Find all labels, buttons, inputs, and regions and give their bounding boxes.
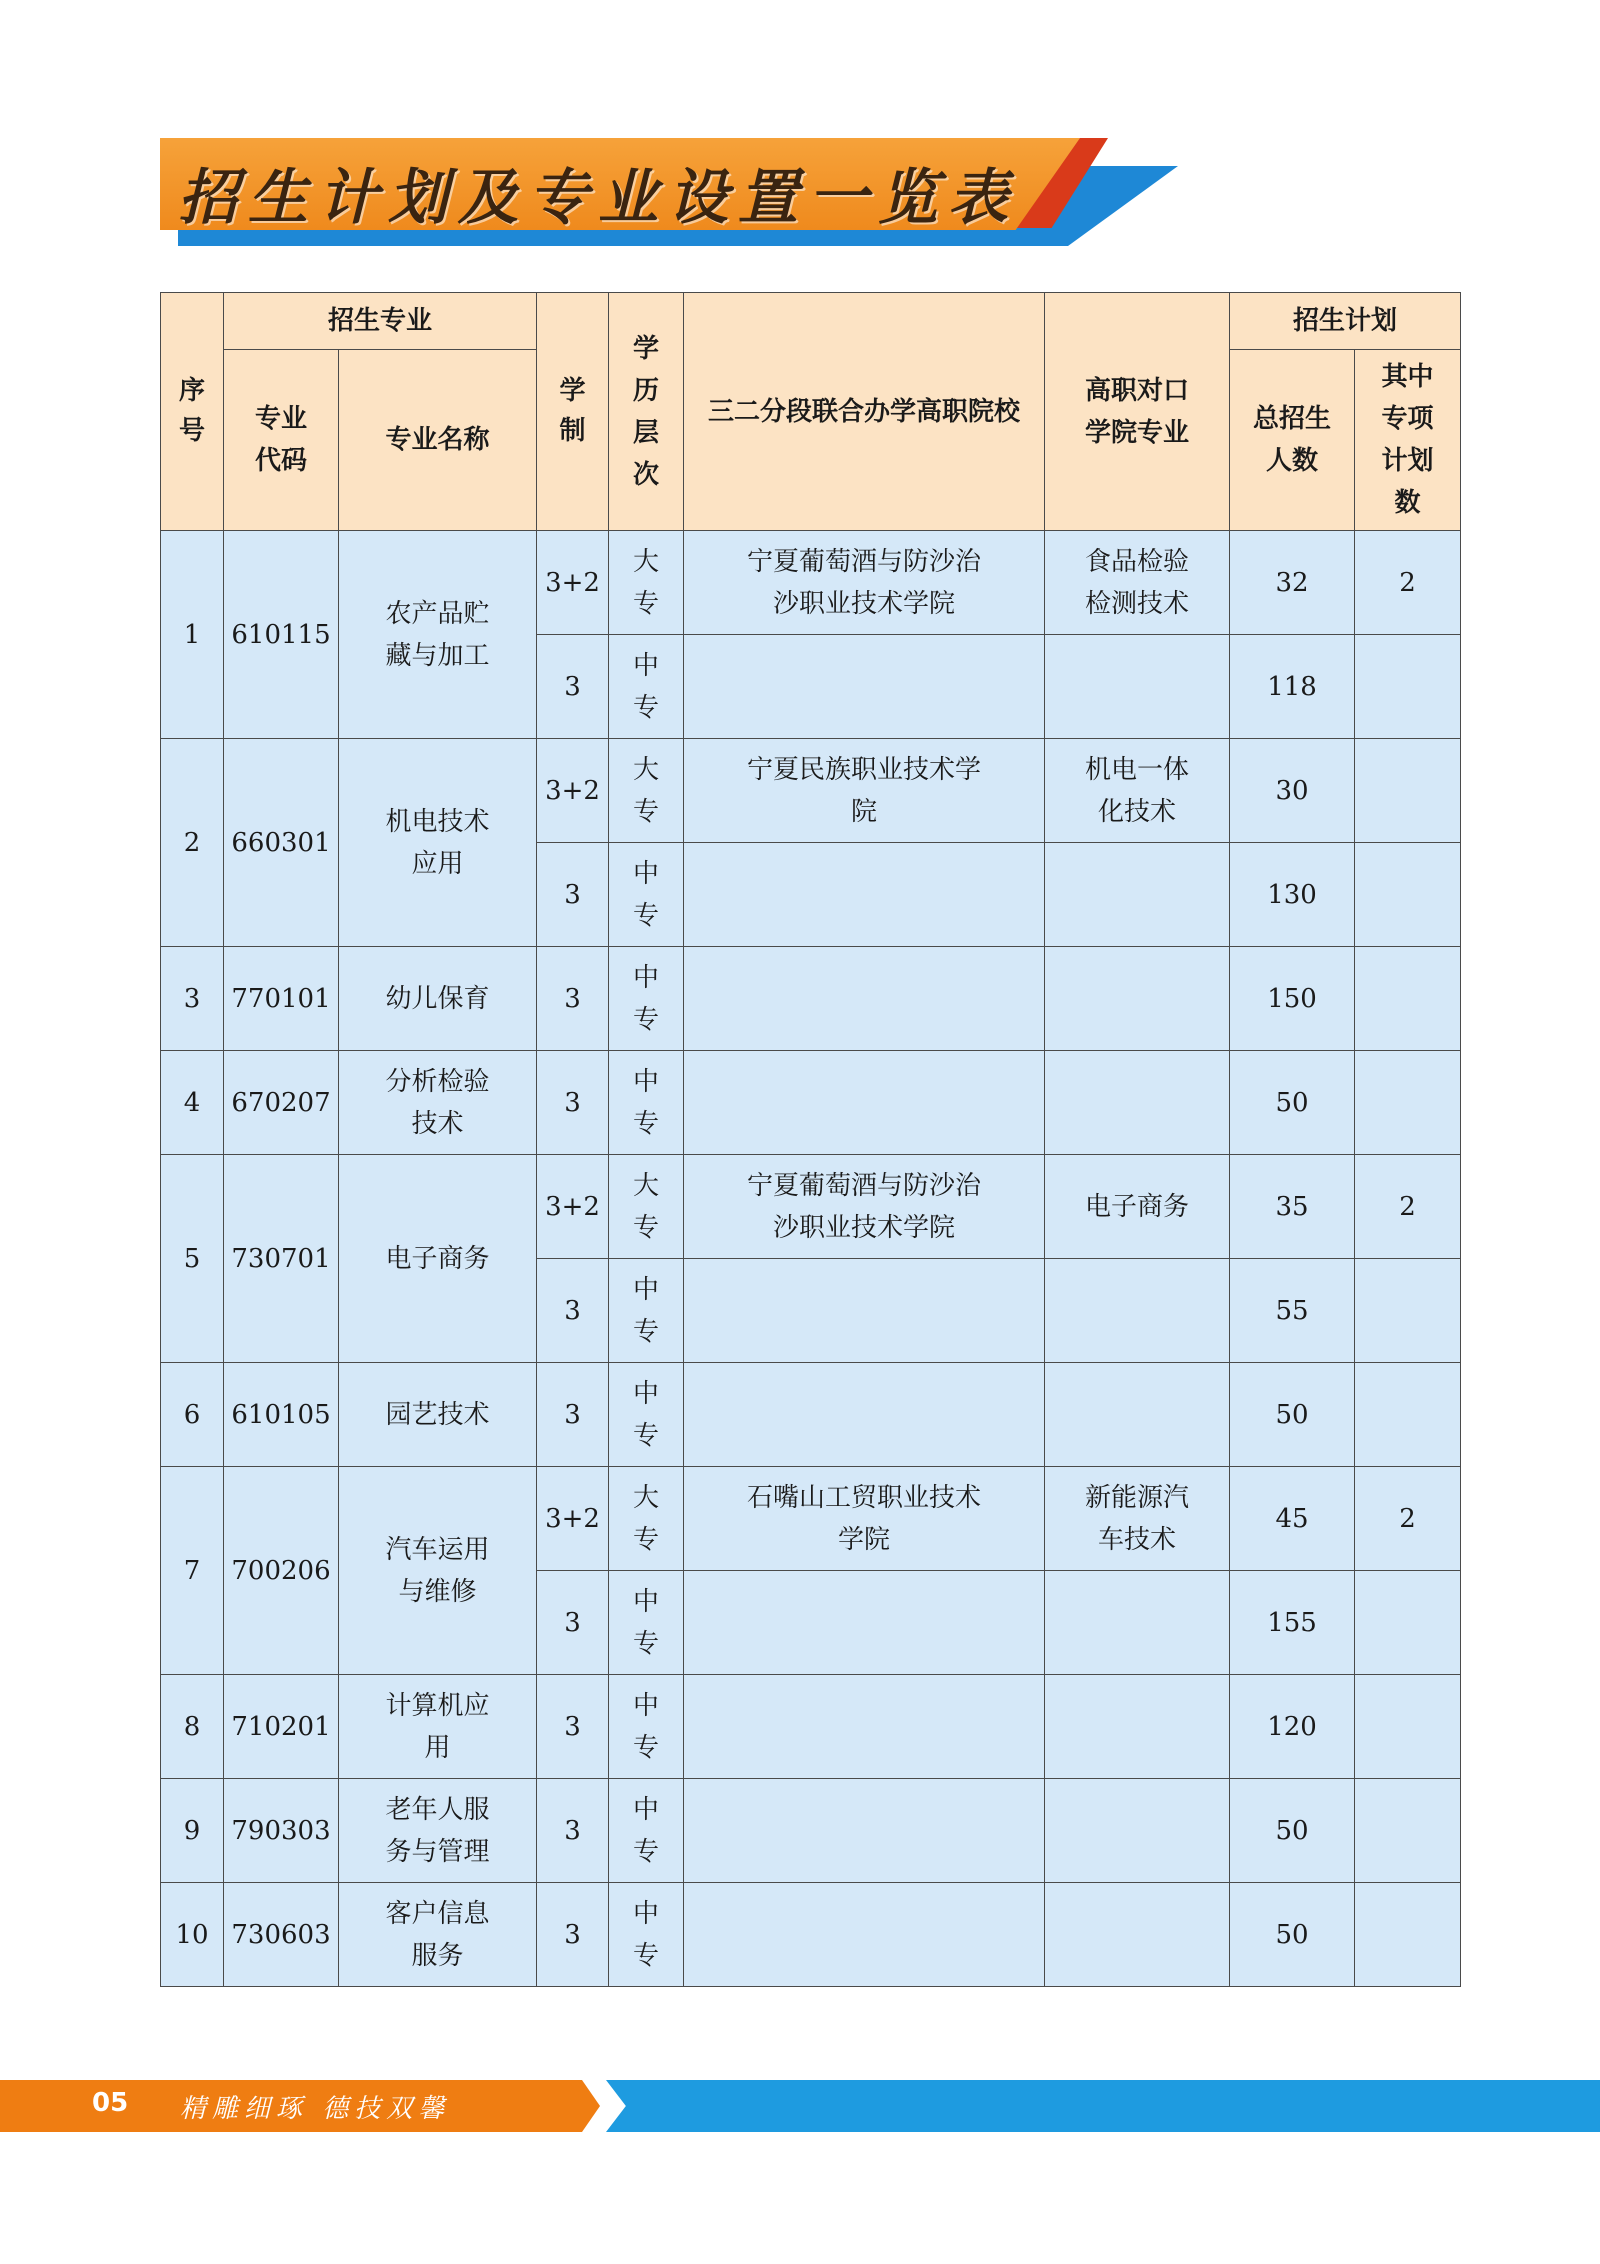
cell-code: 660301 (224, 739, 339, 947)
cell-name-text: 幼儿保育 (385, 983, 490, 1014)
cell-level (609, 1051, 684, 1155)
cell-code: 770101 (224, 947, 339, 1051)
cell-years: 3+2 (537, 1467, 609, 1571)
table-row (161, 1363, 1461, 1467)
cell-total: 50 (1230, 1779, 1355, 1883)
cell-total: 45 (1230, 1467, 1355, 1571)
cell-total: 130 (1230, 843, 1355, 947)
cell-special: 2 (1355, 531, 1461, 635)
cell-target (1045, 531, 1230, 635)
cell-name (339, 1779, 537, 1883)
cell-college (684, 1779, 1045, 1883)
cell-level (609, 1675, 684, 1779)
cell-special (1355, 1883, 1461, 1987)
cell-target (1045, 1155, 1230, 1259)
cell-level-text: 中专 (633, 1690, 660, 1763)
cell-special (1355, 1259, 1461, 1363)
cell-code: 790303 (224, 1779, 339, 1883)
cell-college (684, 1467, 1045, 1571)
page-number: 05 (92, 2088, 129, 2118)
header-level-text: 学历层次 (633, 333, 660, 490)
cell-name (339, 531, 537, 739)
cell-college-text: 宁夏民族职业技术学院 (747, 754, 982, 827)
cell-special (1355, 1675, 1461, 1779)
cell-years: 3 (537, 1571, 609, 1675)
cell-name-text: 电子商务 (385, 1243, 490, 1274)
cell-level (609, 1779, 684, 1883)
header-total-text: 总招生人数 (1253, 404, 1332, 476)
cell-target (1045, 1571, 1230, 1675)
header-target (1045, 293, 1230, 531)
cell-total: 32 (1230, 531, 1355, 635)
cell-level (609, 1363, 684, 1467)
header-code (224, 350, 339, 531)
cell-name-text: 老年人服务与管理 (385, 1794, 490, 1867)
cell-target (1045, 1675, 1230, 1779)
cell-years: 3+2 (537, 1155, 609, 1259)
cell-code: 710201 (224, 1675, 339, 1779)
cell-name-text: 机电技术应用 (385, 806, 490, 879)
cell-special (1355, 1779, 1461, 1883)
footer-motto: 精雕细琢 德技双馨 (180, 2094, 451, 2124)
cell-target (1045, 1051, 1230, 1155)
cell-years: 3 (537, 1259, 609, 1363)
cell-total: 118 (1230, 635, 1355, 739)
cell-name-text: 计算机应用 (385, 1690, 490, 1763)
header-total (1230, 350, 1355, 531)
cell-total: 50 (1230, 1363, 1355, 1467)
cell-special (1355, 1051, 1461, 1155)
cell-target-text: 新能源汽车技术 (1085, 1482, 1190, 1555)
cell-code: 700206 (224, 1467, 339, 1675)
cell-level-text: 中专 (633, 1378, 660, 1451)
cell-target-text: 机电一体化技术 (1085, 754, 1190, 827)
cell-total: 50 (1230, 1051, 1355, 1155)
cell-years: 3+2 (537, 739, 609, 843)
cell-seq: 6 (161, 1363, 224, 1467)
cell-college (684, 635, 1045, 739)
cell-college-text: 宁夏葡萄酒与防沙治沙职业技术学院 (747, 546, 982, 619)
cell-target (1045, 635, 1230, 739)
cell-target (1045, 1259, 1230, 1363)
cell-level (609, 1467, 684, 1571)
cell-level (609, 843, 684, 947)
cell-name-text: 客户信息服务 (385, 1898, 490, 1971)
header-plan-group: 招生计划 (1230, 293, 1461, 350)
cell-seq: 3 (161, 947, 224, 1051)
cell-college (684, 1363, 1045, 1467)
cell-code: 610105 (224, 1363, 339, 1467)
cell-name-text: 园艺技术 (385, 1399, 490, 1430)
cell-total: 120 (1230, 1675, 1355, 1779)
cell-name (339, 947, 537, 1051)
cell-years: 3 (537, 1363, 609, 1467)
cell-name (339, 1155, 537, 1363)
cell-name-text: 分析检验技术 (385, 1066, 490, 1139)
cell-level-text: 中专 (633, 1066, 660, 1139)
cell-special: 2 (1355, 1155, 1461, 1259)
header-years-text: 学制 (559, 376, 586, 446)
cell-level (609, 947, 684, 1051)
cell-total: 55 (1230, 1259, 1355, 1363)
cell-name (339, 1051, 537, 1155)
table-row (161, 1051, 1461, 1155)
cell-target (1045, 1779, 1230, 1883)
cell-special (1355, 635, 1461, 739)
cell-college (684, 843, 1045, 947)
cell-level-text: 大专 (633, 546, 660, 619)
cell-special (1355, 843, 1461, 947)
cell-target-text: 食品检验检测技术 (1085, 546, 1190, 619)
cell-name-text: 农产品贮藏与加工 (385, 598, 490, 671)
cell-seq: 9 (161, 1779, 224, 1883)
cell-seq: 7 (161, 1467, 224, 1675)
header-college: 三二分段联合办学高职院校 (684, 293, 1045, 531)
header-years (537, 293, 609, 531)
cell-college (684, 1675, 1045, 1779)
cell-name (339, 1883, 537, 1987)
cell-years: 3 (537, 1675, 609, 1779)
cell-seq: 2 (161, 739, 224, 947)
cell-total: 155 (1230, 1571, 1355, 1675)
cell-college (684, 1571, 1045, 1675)
header-special (1355, 350, 1461, 531)
cell-target (1045, 947, 1230, 1051)
header-name: 专业名称 (339, 350, 537, 531)
cell-level-text: 大专 (633, 1482, 660, 1555)
cell-code: 610115 (224, 531, 339, 739)
cell-level-text: 中专 (633, 1274, 660, 1347)
table-body (161, 531, 1461, 1987)
cell-name (339, 1363, 537, 1467)
cell-total: 150 (1230, 947, 1355, 1051)
cell-level (609, 739, 684, 843)
header-code-text: 专业代码 (254, 404, 307, 476)
header-target-text: 高职对口学院专业 (1085, 375, 1190, 448)
table-row (161, 1155, 1461, 1259)
cell-college (684, 947, 1045, 1051)
header-seq-text: 序号 (179, 376, 206, 446)
header-major-group: 招生专业 (224, 293, 537, 350)
cell-college (684, 1051, 1045, 1155)
cell-level-text: 大专 (633, 754, 660, 827)
cell-years: 3 (537, 947, 609, 1051)
cell-name (339, 739, 537, 947)
page-title: 招生计划及专业设置一览表 (178, 163, 1018, 233)
cell-special (1355, 739, 1461, 843)
cell-college (684, 531, 1045, 635)
footer-blue-band (606, 2080, 1600, 2132)
enrollment-plan-table (160, 292, 1461, 1987)
cell-level (609, 1883, 684, 1987)
cell-college (684, 1883, 1045, 1987)
cell-special (1355, 1571, 1461, 1675)
cell-target (1045, 843, 1230, 947)
footer-bar (0, 2080, 1600, 2136)
cell-name (339, 1675, 537, 1779)
cell-level-text: 中专 (633, 1586, 660, 1659)
cell-seq: 4 (161, 1051, 224, 1155)
cell-seq: 1 (161, 531, 224, 739)
cell-years: 3 (537, 1883, 609, 1987)
cell-level (609, 1259, 684, 1363)
cell-years: 3 (537, 1051, 609, 1155)
cell-level (609, 531, 684, 635)
header-seq (161, 293, 224, 531)
cell-level-text: 大专 (633, 1170, 660, 1243)
cell-code: 730701 (224, 1155, 339, 1363)
cell-college (684, 739, 1045, 843)
cell-level-text: 中专 (633, 1898, 660, 1971)
cell-level-text: 中专 (633, 858, 660, 931)
cell-seq: 10 (161, 1883, 224, 1987)
cell-level (609, 1571, 684, 1675)
cell-years: 3 (537, 1779, 609, 1883)
cell-seq: 5 (161, 1155, 224, 1363)
table-row (161, 1883, 1461, 1987)
title-banner (160, 138, 1180, 250)
cell-college (684, 1155, 1045, 1259)
table-row (161, 739, 1461, 843)
cell-years: 3+2 (537, 531, 609, 635)
cell-college-text: 石嘴山工贸职业技术学院 (747, 1482, 982, 1555)
cell-years: 3 (537, 635, 609, 739)
cell-years: 3 (537, 843, 609, 947)
cell-code: 730603 (224, 1883, 339, 1987)
cell-level (609, 1155, 684, 1259)
cell-college (684, 1259, 1045, 1363)
cell-name (339, 1467, 537, 1675)
cell-level-text: 中专 (633, 650, 660, 723)
cell-target-text: 电子商务 (1085, 1191, 1190, 1222)
cell-seq: 8 (161, 1675, 224, 1779)
cell-total: 50 (1230, 1883, 1355, 1987)
cell-level-text: 中专 (633, 962, 660, 1035)
cell-target (1045, 1467, 1230, 1571)
table-row (161, 531, 1461, 635)
table-row (161, 1467, 1461, 1571)
cell-special (1355, 1363, 1461, 1467)
cell-name-text: 汽车运用与维修 (385, 1534, 490, 1607)
cell-target (1045, 1363, 1230, 1467)
header-level (609, 293, 684, 531)
cell-level-text: 中专 (633, 1794, 660, 1867)
cell-target (1045, 1883, 1230, 1987)
table-row (161, 1675, 1461, 1779)
cell-code: 670207 (224, 1051, 339, 1155)
header-special-text: 其中专项计划数 (1381, 362, 1434, 518)
cell-college-text: 宁夏葡萄酒与防沙治沙职业技术学院 (747, 1170, 982, 1243)
cell-special (1355, 947, 1461, 1051)
cell-total: 35 (1230, 1155, 1355, 1259)
cell-special: 2 (1355, 1467, 1461, 1571)
cell-level (609, 635, 684, 739)
table-row (161, 1779, 1461, 1883)
cell-total: 30 (1230, 739, 1355, 843)
table-row (161, 947, 1461, 1051)
cell-target (1045, 739, 1230, 843)
